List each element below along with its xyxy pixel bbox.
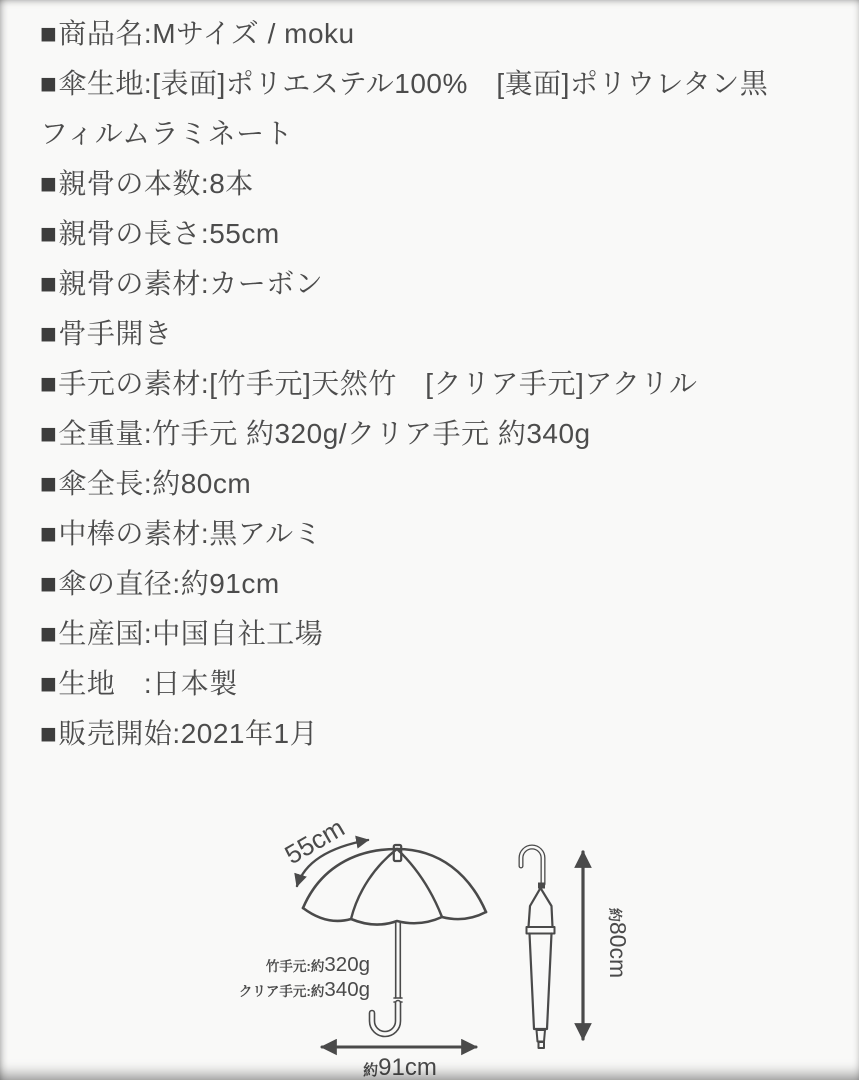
bullet-square-icon: ■ [40,68,58,99]
bullet-square-icon: ■ [40,568,58,599]
bullet-square-icon: ■ [40,318,58,349]
spec-text: 親骨の長さ:55cm [58,218,280,249]
spec-line-continuation [40,109,859,159]
spec-text: 傘生地:[表面]ポリエステル100% [裏面]ポリウレタン黒 [58,68,769,99]
closed-umbrella-icon [521,847,555,1048]
rib-length-label: 55cm [279,812,350,871]
bullet-square-icon: ■ [40,418,58,449]
spec-text: フィルムラミネート [40,118,294,149]
bullet-square-icon: ■ [40,218,58,249]
bullet-square-icon: ■ [40,368,58,399]
spec-line [40,659,859,709]
spec-text: 親骨の本数:8本 [58,168,254,199]
spec-text: 中棒の素材:黒アルミ [58,518,323,549]
open-umbrella-icon [303,845,486,1034]
diameter-label: 約91cm [363,1054,437,1080]
spec-text: 傘全長:約80cm [58,468,252,499]
spec-line [40,259,859,309]
spec-line [40,459,859,509]
total-length-label: 約80cm [605,907,631,979]
spec-text: 商品名:Mサイズ / moku [58,18,355,49]
bullet-square-icon: ■ [40,518,58,549]
spec-text: 傘の直径:約91cm [58,568,280,599]
spec-line [40,709,859,759]
spec-text: 手元の素材:[竹手元]天然竹 [クリア手元]アクリル [58,368,698,399]
spec-line [40,209,859,259]
spec-text: 生産国:中国自社工場 [58,618,324,649]
bullet-square-icon: ■ [40,468,58,499]
spec-text: 販売開始:2021年1月 [58,718,319,749]
spec-text: 全重量:竹手元 約320g/クリア手元 約340g [58,418,591,449]
spec-text: 親骨の素材:カーボン [58,268,324,299]
spec-line [40,159,859,209]
weight-bamboo-label: 竹手元:約320g [265,953,370,976]
spec-line [40,359,859,409]
spec-line [40,559,859,609]
weight-clear-label: クリア手元:約340g [238,978,370,1001]
spec-line [40,409,859,459]
bullet-square-icon: ■ [40,168,58,199]
bullet-square-icon: ■ [40,618,58,649]
spec-line [40,609,859,659]
umbrella-dimensions-diagram [230,780,660,1080]
bullet-square-icon: ■ [40,18,58,49]
bullet-square-icon: ■ [40,668,58,699]
spec-line [40,509,859,559]
spec-line [40,59,859,109]
bullet-square-icon: ■ [40,718,58,749]
spec-line [40,309,859,359]
bullet-square-icon: ■ [40,268,58,299]
spec-text: 骨手開き [58,318,173,349]
spec-text: 生地 :日本製 [58,668,238,699]
spec-line [40,9,859,59]
